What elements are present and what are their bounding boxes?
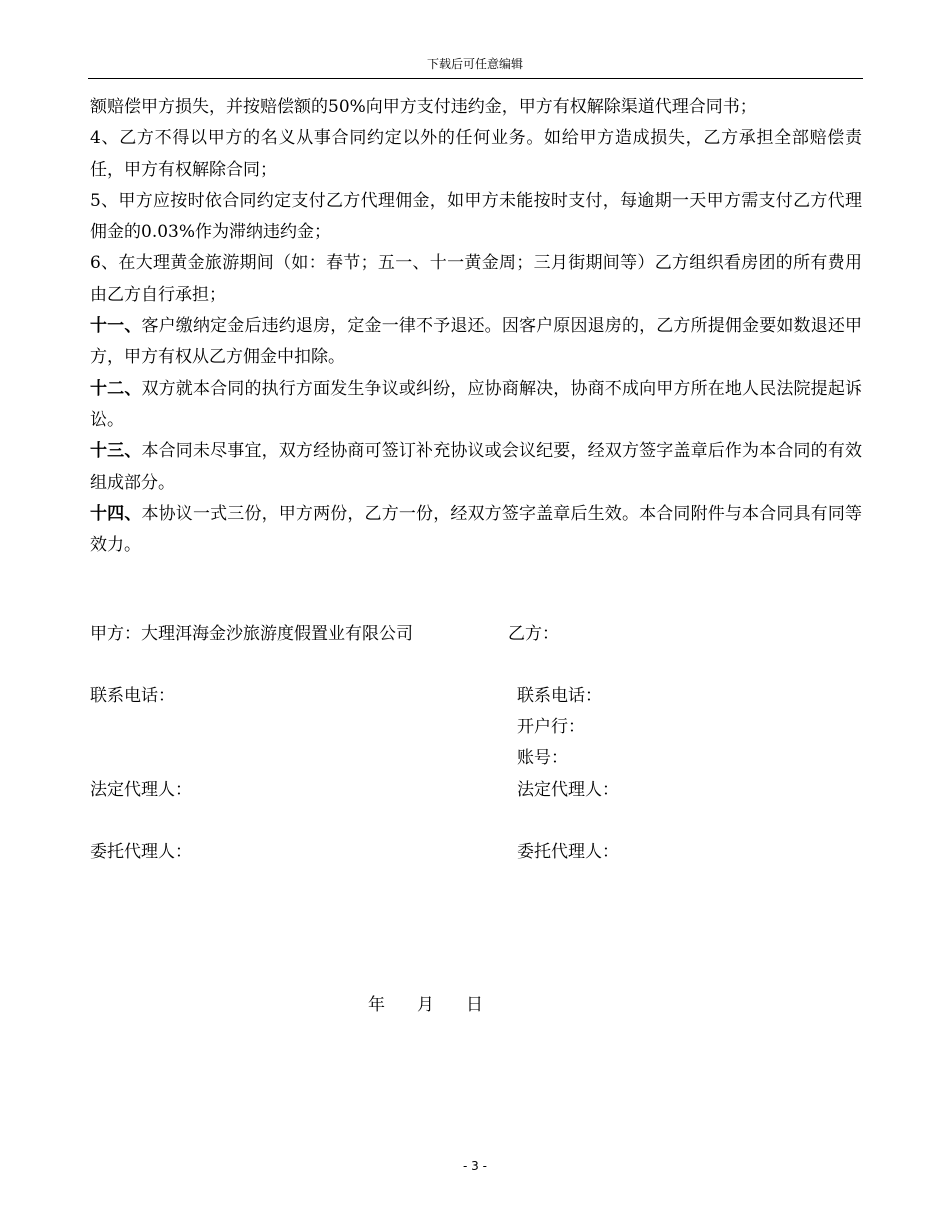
contract-body bbox=[90, 92, 862, 561]
clause-13-label: 十三、 bbox=[90, 441, 142, 462]
paragraph-continuation: 额赔偿甲方损失，并按赔偿额的50%向甲方支付违约金，甲方有权解除渠道代理合同书； bbox=[90, 97, 757, 117]
date-day: 日 bbox=[466, 995, 483, 1015]
clause-14 bbox=[90, 499, 862, 562]
party-b-phone-label: 联系电话： bbox=[517, 686, 602, 706]
clause-11-text: 客户缴纳定金后违约退房，定金一律不予退还。因客户原因退房的，乙方所提佣金要如数退还甲方，甲方有权从乙方佣金中扣除。 bbox=[90, 316, 863, 368]
clause-13 bbox=[90, 436, 862, 499]
party-b-bank-label: 开户行： bbox=[517, 717, 585, 737]
clause-11 bbox=[90, 311, 862, 374]
clause-item-6: 6、在大理黄金旅游期间（如：春节；五一、十一黄金周；三月街期间等）乙方组织看房团的所有费用由乙方自行承担； bbox=[90, 253, 862, 305]
clause-item-4: 4、乙方不得以甲方的名义从事合同约定以外的任何业务。如给甲方造成损失，乙方承担全部赔偿责任，甲方有权解除合同； bbox=[90, 128, 862, 180]
clause-11-label: 十一、 bbox=[90, 316, 142, 337]
date-year: 年 bbox=[368, 995, 385, 1015]
clause-13-text: 本合同未尽事宜，双方经协商可签订补充协议或会议纪要，经双方签字盖章后作为本合同的有效组成部分。 bbox=[90, 441, 863, 493]
date-month: 月 bbox=[417, 995, 434, 1015]
header-rule bbox=[88, 78, 863, 79]
clause-12-label: 十二、 bbox=[90, 378, 142, 399]
clause-item-5: 5、甲方应按时依合同约定支付乙方代理佣金，如甲方未能按时支付，每逾期一天甲方需支付乙方代理佣金的0.03%作为滞纳违约金； bbox=[90, 190, 862, 243]
party-a-agent-label: 委托代理人： bbox=[90, 842, 192, 862]
party-b-agent-label: 委托代理人： bbox=[517, 842, 619, 862]
party-a-phone-label: 联系电话： bbox=[90, 686, 175, 706]
clause-12-text: 双方就本合同的执行方面发生争议或纠纷，应协商解决，协商不成向甲方所在地人民法院提起诉讼。 bbox=[90, 378, 863, 430]
clause-14-label: 十四、 bbox=[90, 503, 142, 524]
party-b-name: 乙方： bbox=[508, 624, 559, 644]
party-a-legal-rep-label: 法定代理人： bbox=[90, 780, 192, 800]
clause-12 bbox=[90, 374, 862, 437]
party-b-account-label: 账号： bbox=[517, 748, 568, 768]
clause-14-text: 本协议一式三份，甲方两份，乙方一份，经双方签字盖章后生效。本合同附件与本合同具有同等效力。 bbox=[90, 503, 863, 556]
page-number: - 3 - bbox=[463, 1159, 487, 1173]
party-a-name: 甲方：大理洱海金沙旅游度假置业有限公司 bbox=[90, 624, 413, 644]
party-b-legal-rep-label: 法定代理人： bbox=[517, 780, 619, 800]
signing-date bbox=[368, 990, 515, 1015]
page-header: 下载后可任意编辑 bbox=[426, 57, 523, 71]
